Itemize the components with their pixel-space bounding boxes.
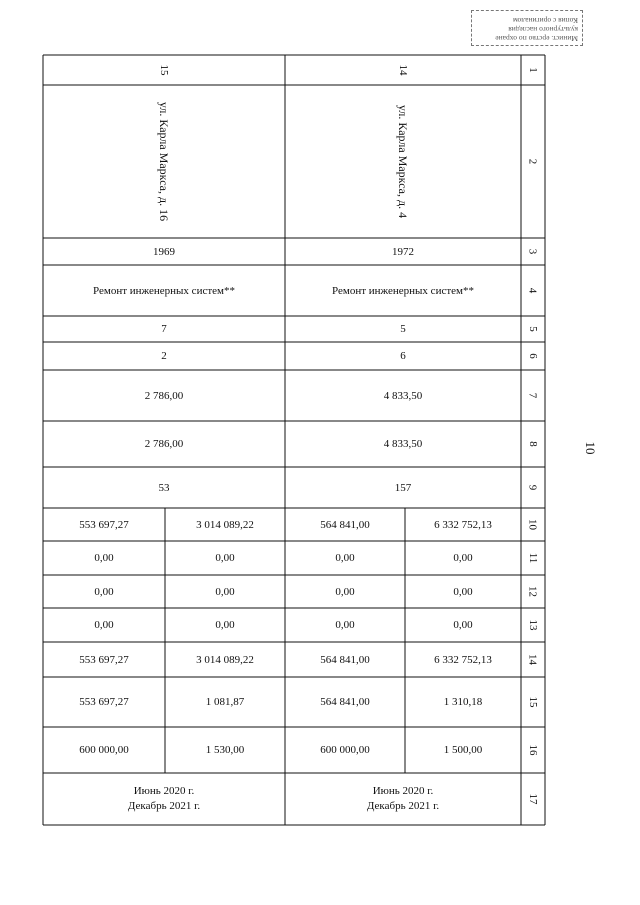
stamp-line: культурного наследия — [508, 25, 578, 34]
col7-value: 2 786,00 — [144, 389, 184, 402]
row-number: 6 — [527, 353, 539, 359]
pair-cell-b: 0,00 — [215, 619, 235, 631]
stamp-line: Минист. ерство по охране — [495, 34, 578, 43]
col6-value: 6 — [400, 350, 406, 362]
building-address — [43, 85, 285, 238]
row-number: 1 — [527, 67, 539, 73]
pair-cell-b: 0,00 — [215, 585, 235, 598]
period-end: Декабрь 2021 г. — [366, 800, 440, 812]
work-period — [43, 773, 285, 825]
pair-cell-a: 0,00 — [94, 619, 114, 631]
pair-cell-a: 564 841,00 — [320, 653, 370, 666]
address-text: ул. Карла Маркса, д. 4 — [396, 104, 411, 219]
pair-cell-a: 564 841,00 — [320, 696, 370, 708]
pair-cell-a: 0,00 — [94, 585, 114, 598]
col9-value: 53 — [158, 481, 170, 494]
col7-value: 4 833,50 — [383, 389, 423, 402]
work-type: Ремонт инженерных систем** — [332, 284, 474, 297]
building-address — [285, 85, 521, 238]
pair-cell-b: 1 310,18 — [443, 696, 483, 708]
col8-value: 2 786,00 — [144, 438, 184, 450]
col6-value: 2 — [161, 350, 167, 362]
row-number: 11 — [527, 552, 539, 564]
stamp-line: Копия с оригиналом — [512, 16, 578, 25]
pair-cell-b: 0,00 — [453, 619, 473, 631]
pair-cell-a: 0,00 — [335, 552, 355, 564]
pair-cell-b: 1 530,00 — [205, 744, 245, 756]
pair-cell-b: 1 081,87 — [205, 696, 245, 708]
pair-cell-a: 0,00 — [94, 552, 114, 564]
work-period — [285, 773, 521, 825]
row-number: 13 — [527, 619, 539, 631]
pair-cell-a: 553 697,27 — [79, 518, 129, 531]
pair-cell-a: 553 697,27 — [79, 696, 129, 708]
building-number: 15 — [158, 64, 170, 76]
row-number: 2 — [527, 158, 539, 165]
certification-stamp — [471, 10, 583, 46]
col9-value: 157 — [394, 481, 412, 494]
col5-value: 5 — [400, 323, 406, 335]
building-year: 1969 — [153, 245, 175, 258]
building-year: 1972 — [392, 245, 414, 258]
pair-cell-a: 564 841,00 — [320, 518, 370, 531]
row-number: 4 — [527, 287, 539, 294]
page-number: 10 — [583, 441, 598, 455]
pair-cell-a: 600 000,00 — [320, 744, 370, 756]
pair-cell-b: 3 014 089,22 — [196, 653, 254, 666]
period-end: Декабрь 2021 г. — [127, 800, 201, 812]
row-number: 16 — [527, 744, 539, 756]
row-number: 17 — [527, 793, 539, 805]
pair-cell-b: 6 332 752,13 — [434, 653, 492, 666]
work-type: Ремонт инженерных систем** — [93, 284, 235, 297]
row-number: 9 — [527, 484, 539, 491]
period-start: Июнь 2020 г. — [133, 785, 195, 797]
pair-cell-b: 0,00 — [215, 552, 235, 564]
row-number: 15 — [527, 696, 539, 708]
building-number: 14 — [397, 64, 409, 76]
pair-cell-a: 553 697,27 — [79, 653, 129, 666]
row-number: 10 — [527, 519, 539, 530]
col8-value: 4 833,50 — [383, 438, 423, 450]
row-number: 8 — [527, 441, 539, 447]
period-start: Июнь 2020 г. — [372, 785, 434, 797]
pair-cell-b: 0,00 — [453, 585, 473, 598]
pair-cell-b: 3 014 089,22 — [196, 518, 254, 531]
row-number: 12 — [527, 586, 539, 597]
pair-cell-a: 0,00 — [335, 585, 355, 598]
address-text: ул. Карла Маркса, д. 16 — [157, 101, 172, 222]
pair-cell-b: 6 332 752,13 — [434, 518, 492, 531]
pair-cell-b: 0,00 — [453, 552, 473, 564]
row-number: 5 — [527, 326, 539, 332]
pair-cell-a: 600 000,00 — [79, 744, 129, 756]
row-number: 14 — [527, 654, 539, 665]
row-number: 3 — [527, 248, 539, 255]
pair-cell-b: 1 500,00 — [443, 744, 483, 756]
pair-cell-a: 0,00 — [335, 619, 355, 631]
col5-value: 7 — [161, 323, 167, 335]
row-number: 7 — [527, 392, 539, 399]
